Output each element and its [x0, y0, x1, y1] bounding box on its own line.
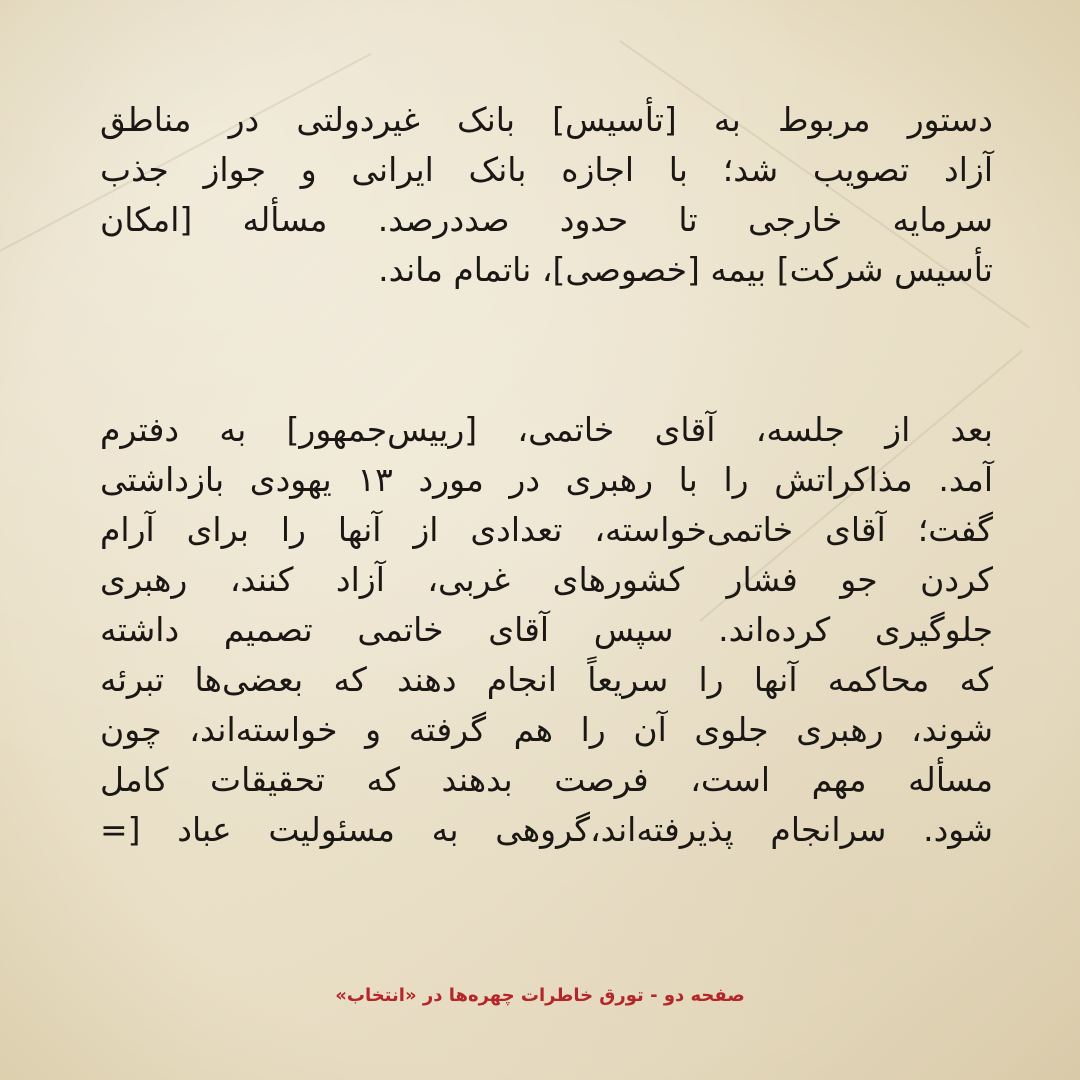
text-line: دستور مربوط به [تأسیس] بانک غیردولتی در مناطق	[100, 100, 993, 139]
text-line: جلوگیری کرده‌اند. سپس آقای خاتمی تصمیم داشته	[100, 610, 993, 649]
text-line: که محاکمه آنها را سریعاً انجام دهند که بعضی‌ها تبرئه	[100, 660, 993, 699]
text-line: شوند، رهبری جلوی آن را هم گرفته و خواسته‌اند، چون	[100, 710, 993, 749]
text-line: کردن جو فشار کشورهای غربی، آزاد کنند، رهبری	[100, 560, 993, 599]
text-line: آزاد تصویب شد؛ با اجازه بانک ایرانی و جواز جذب	[100, 150, 993, 189]
text-line: تأسیس شرکت] بیمه [خصوصی]، ناتمام ماند.	[378, 250, 993, 289]
text-line: آمد. مذاکراتش را با رهبری در مورد ۱۳ یهودی بازداشتی	[100, 460, 993, 499]
text-line: مسأله مهم است، فرصت بدهند که تحقیقات کامل	[100, 760, 993, 799]
page-footer-caption: صفحه دو - تورق خاطرات چهره‌ها در «انتخاب»	[335, 985, 745, 1006]
text-line: گفت؛ آقای خاتمی‌خواسته، تعدادی از آنها را برای آرام	[100, 510, 993, 549]
paragraph-2	[100, 405, 993, 855]
text-line: شود. سرانجام پذیرفته‌اند،گروهی به مسئولیت عباد [=	[100, 810, 993, 849]
text-line: بعد از جلسه، آقای خاتمی، [رییس‌جمهور] به دفترم	[100, 410, 993, 449]
text-line: سرمایه خارجی تا حدود صددرصد. مسأله [امکان	[100, 200, 993, 239]
paragraph-1	[100, 95, 993, 295]
